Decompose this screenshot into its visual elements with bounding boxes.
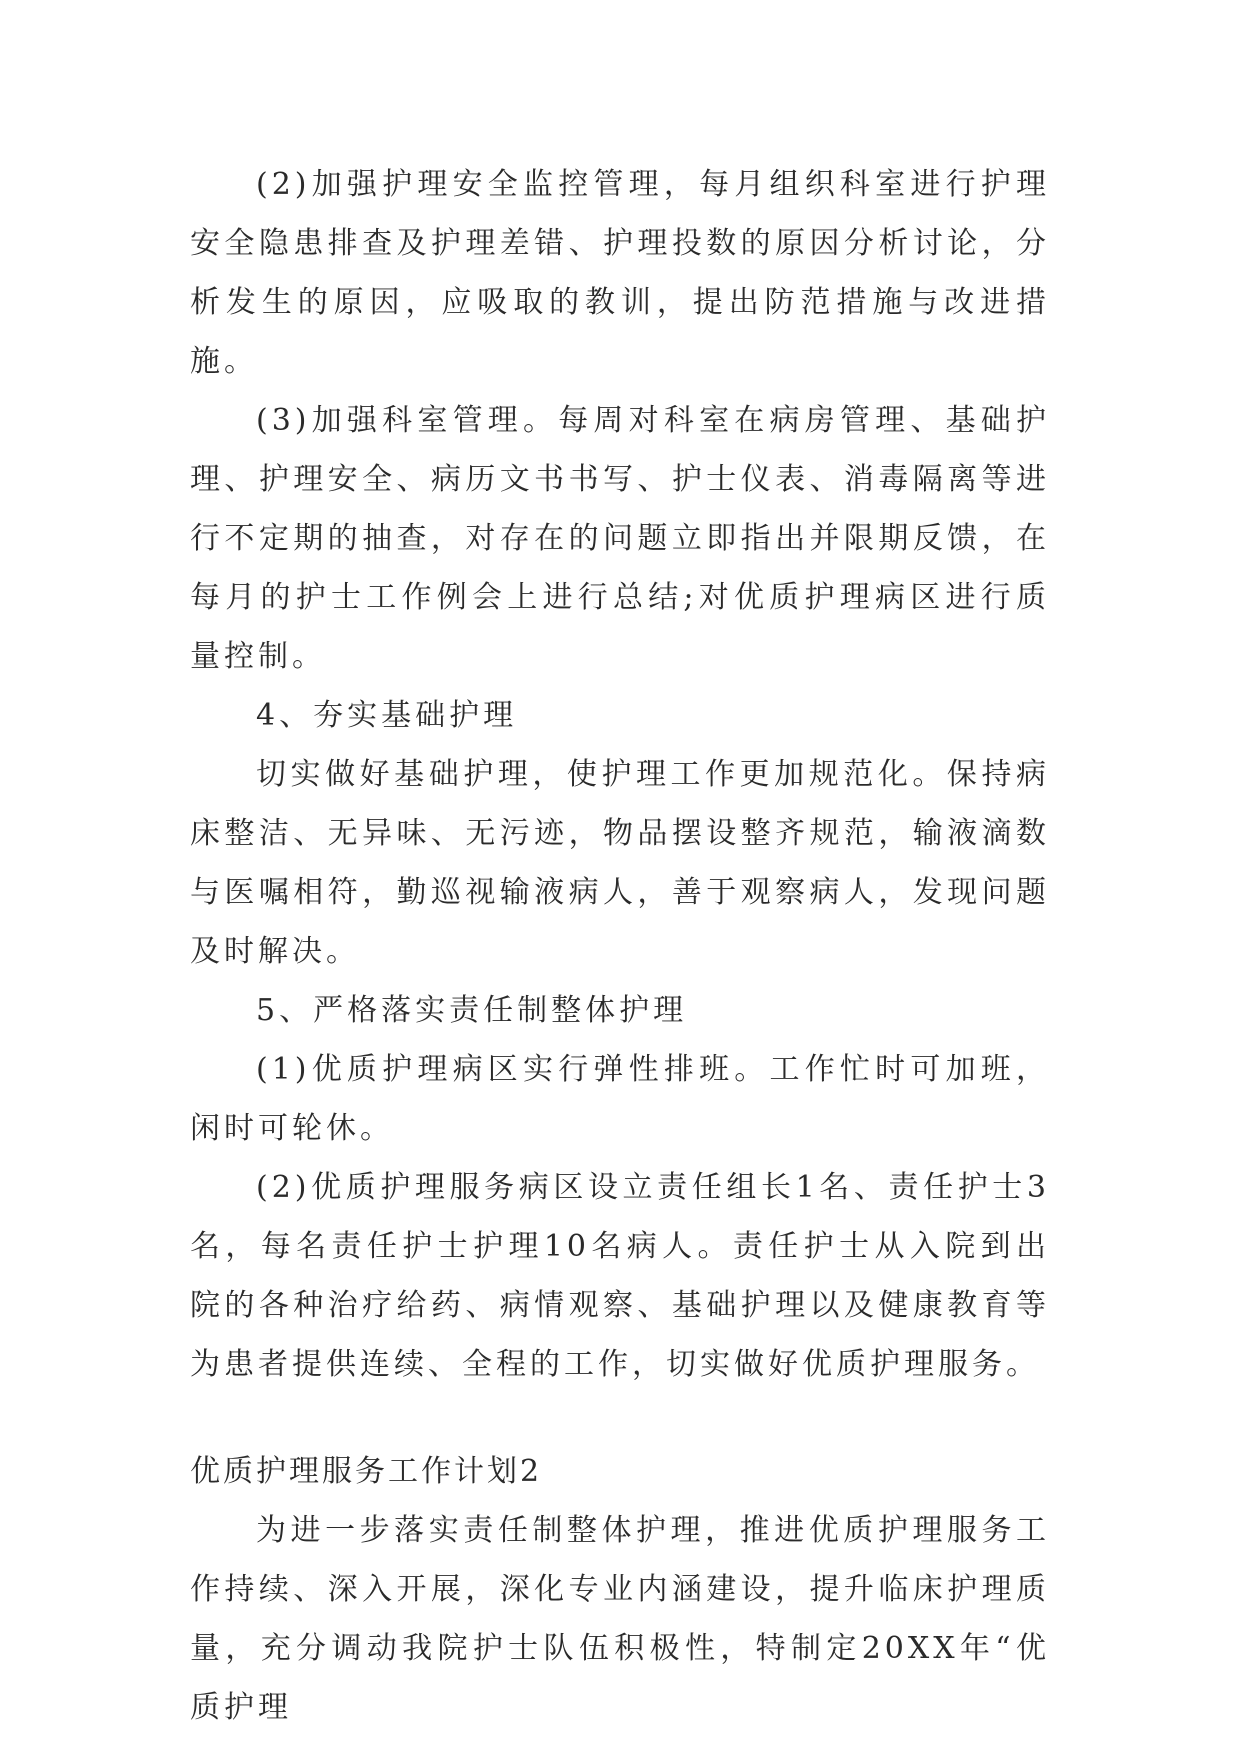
section-spacer: [190, 1394, 1050, 1442]
section-title: 优质护理服务工作计划2: [190, 1454, 543, 1489]
subheading: 5、严格落实责任制整体护理: [256, 993, 688, 1028]
paragraph: (2)优质护理服务病区设立责任组长1名、责任护士3名，每名责任护士护理10名病人。责任护士从入院到出院的各种治疗给药、病情观察、基础护理以及健康教育等为患者提供连续、全程的工作，切实做好优质护理服务。: [190, 1170, 1050, 1382]
paragraph: 切实做好基础护理，使护理工作更加规范化。保持病床整洁、无异味、无污迹，物品摆设整齐规范，输液滴数与医嘱相符，勤巡视输液病人，善于观察病人，发现问题及时解决。: [190, 757, 1050, 969]
subheading: 4、夯实基础护理: [256, 698, 518, 733]
paragraph: (3)加强科室管理。每周对科室在病房管理、基础护理、护理安全、病历文书书写、护士仪表、消毒隔离等进行不定期的抽查，对存在的问题立即指出并限期反馈，在每月的护士工作例会上进行总结;对优质护理病区进行质量控制。: [190, 403, 1050, 674]
paragraph: (2)加强护理安全监控管理，每月组织科室进行护理安全隐患排查及护理差错、护理投数的原因分析讨论，分析发生的原因，应吸取的教训，提出防范措施与改进措施。: [190, 167, 1050, 379]
paragraph: 为进一步落实责任制整体护理，推进优质护理服务工作持续、深入开展，深化专业内涵建设，提升临床护理质量，充分调动我院护士队伍积极性，特制定20XX年“优质护理: [190, 1513, 1050, 1725]
paragraph: (1)优质护理病区实行弹性排班。工作忙时可加班，闲时可轮休。: [190, 1052, 1050, 1146]
document-body: [190, 155, 1050, 1737]
